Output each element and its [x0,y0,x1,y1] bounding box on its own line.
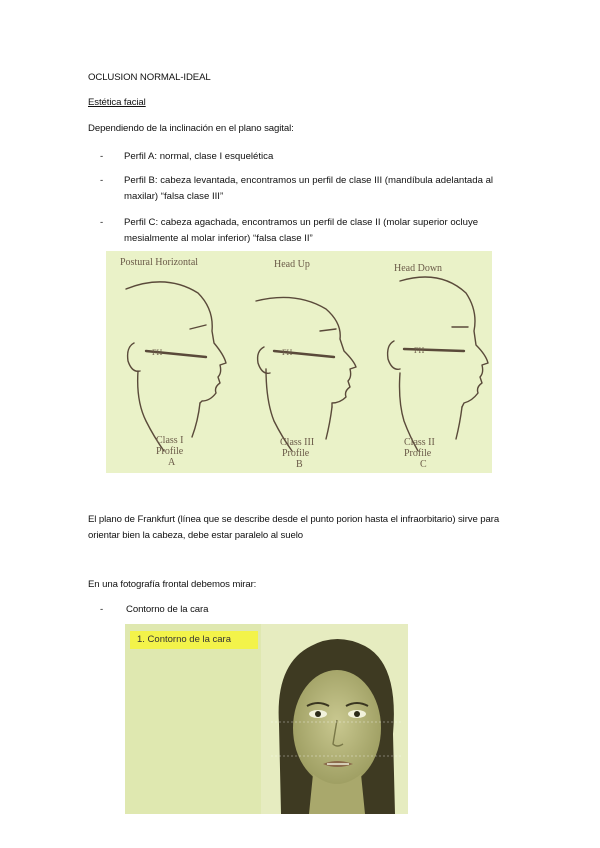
frankfurt-paragraph: El plano de Frankfurt (línea que se describe desde el punto porion hasta el infraorbitario) sirve para orientar bien la cabeza, debe estar paralelo al suelo [88,514,500,541]
bullet-profile-a: Perfil A: normal, clase I esquelética [124,151,274,162]
profile-c-fh: FH [414,346,425,355]
bullet-marker: - [100,175,104,186]
profile-a-fh: FH [152,348,163,357]
profile-b-fh: FH [282,348,293,357]
profiles-figure [106,251,492,473]
page-title: OCLUSION NORMAL-IDEAL [88,72,211,83]
profile-b-profile: Profile [282,448,310,459]
profile-c-drawing [388,277,488,451]
profile-c-profile: Profile [404,448,432,459]
profile-b-drawing [256,297,356,451]
frontal-intro: En una fotografía frontal debemos mirar: [88,579,257,590]
profile-c-class: Class II [404,437,435,448]
bullet-marker: - [100,151,104,162]
profiles-illustration [106,251,492,473]
bullet-profile-b: Perfil B: cabeza levantada, encontramos un perfil de clase III (mandíbula adelantada al maxilar) “falsa clase III” [124,175,494,202]
profile-a-header: Postural Horizontal [120,257,199,268]
profile-a-profile: Profile [156,446,184,457]
bullet-profile-c: Perfil C: cabeza agachada, encontramos un perfil de clase II (molar superior ocluye mesialmente al molar inferior) “falsa clase II” [124,217,479,244]
face-photo [261,624,408,814]
profile-a-letter: A [168,457,176,468]
bullet-marker: - [100,217,104,228]
section-heading: Estética facial [88,97,146,108]
profile-b-letter: B [296,459,303,470]
photo-label: 1. Contorno de la cara [130,631,258,649]
bullet-marker: - [100,604,104,615]
profile-a-drawing [126,282,226,451]
profile-c-header: Head Down [394,263,443,274]
frontal-photo-figure [125,624,408,814]
intro-text: Dependiendo de la inclinación en el plano sagital: [88,123,294,134]
bullet-contorno: Contorno de la cara [126,604,209,615]
profile-b-header: Head Up [274,259,310,270]
profile-a-class: Class I [156,435,184,446]
profile-b-class: Class III [280,437,315,448]
profile-c-letter: C [420,459,427,470]
